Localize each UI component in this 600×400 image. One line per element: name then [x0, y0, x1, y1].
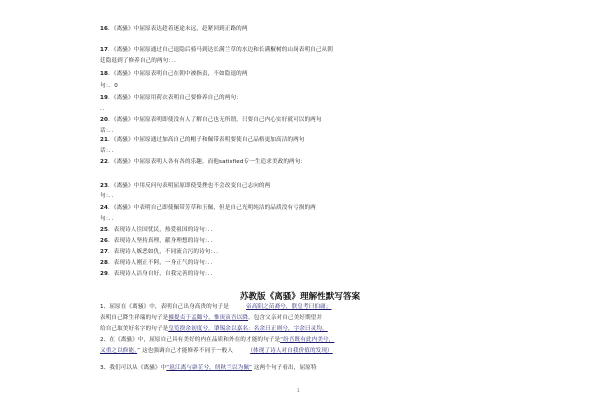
question-27: 27．表现诗人嫉恶如仇，不同流合污的诗句：．． [100, 249, 222, 255]
question-20: 20．《离骚》中屈原表明即使没有人了解自己也无所谓，只要自己内心实好就可以的两句 [100, 117, 322, 123]
question-21: 21．《离骚》中屈原通过加高自己的帽子和佩带表明要使自己品格更加高洁的两句 [100, 137, 305, 143]
answer-1-line-2: 表明自己降生祥瑞的句子是摄提贞于孟陬兮，惟庚寅吾以降。包含父亲对自己美好期望并 [100, 315, 323, 321]
question-23: 23．《离骚》中用反问句表明屈原即使受挫也不会改变自己志向的两 [100, 183, 271, 189]
question-19: 19．《离骚》中屈原用荷衣表明自己要修养自己的两句： [100, 95, 242, 101]
question-16: 16．《离骚》中屈原表达趁着迷途未远，赶紧回到正路的两 [100, 26, 248, 32]
question-24-cont: 句：．． [100, 216, 118, 222]
question-25: 25．表现诗人往国忧民，热爱祖国的诗句：．． [100, 227, 217, 233]
answer-1-line-1: 1、屈原在《离骚》中，表明自己出身高贵的句子是 帝高阳之苗裔兮，朕皇考曰伯庸； [100, 304, 332, 310]
question-20-cont: 话：．． [100, 128, 118, 134]
question-17: 17．《离骚》中屈原通过自己退隐后骑马到达长满兰草的水边和长满椒树的山岗表明自己从朝 [100, 47, 333, 53]
answers-title: 苏教版《离骚》理解性默写答案 [239, 292, 361, 302]
question-28: 28．表现诗人刚正不阿，一身正气的诗句：．． [100, 260, 217, 266]
question-17-cont: 廷隐退到了修养自己的两句：．． [100, 58, 180, 64]
question-18-cont: 句：．0 [100, 83, 118, 89]
answer-2-line-2: 又重之以修能。” 这也强调自己才能修养不同于一般人 （体现了诗人对自我价值的发现） [100, 348, 333, 354]
question-26: 26．表现诗人坚持真理，献身理想的诗句：．． [100, 238, 217, 244]
answer-3-line-1: 3、我们可以从《离骚》中“扈江离与辟芷兮，纫秋兰以为佩” 这两个句子看出，屈原特 [100, 365, 317, 371]
question-22: 22．《离骚》中屈原表明人各有各的乐趣，而他satisfied专一生追求美政的两句： [100, 159, 307, 165]
question-21-cont: 话：．． [100, 148, 118, 154]
page-number: 1 [297, 388, 300, 393]
answer-2-line-1: 2、在《离骚》中，屈原自己具有美好的内在品质和外在的才能的句子是“纷吾既有此内美兮， [100, 337, 335, 343]
question-23-cont: 句：．． [100, 193, 118, 199]
question-24: 24．《离骚》中表明自己即使佩带芳草和玉佩，但是自己光明纯洁的品质没有亏损的两 [100, 205, 316, 211]
answer-1-line-3: 给自己取美好名字的句子是皇览揆余初度兮，肇锡余以嘉名：名余曰正则兮，字余曰灵均。 [100, 326, 328, 332]
question-19-cont: ．． [100, 106, 109, 112]
question-18: 18．《离骚》中屈原表明自己在朝中被指责，不如隐退的两 [100, 71, 248, 77]
question-29: 29．表现诗人洁身自好，自我完善的诗句：．． [100, 271, 217, 277]
